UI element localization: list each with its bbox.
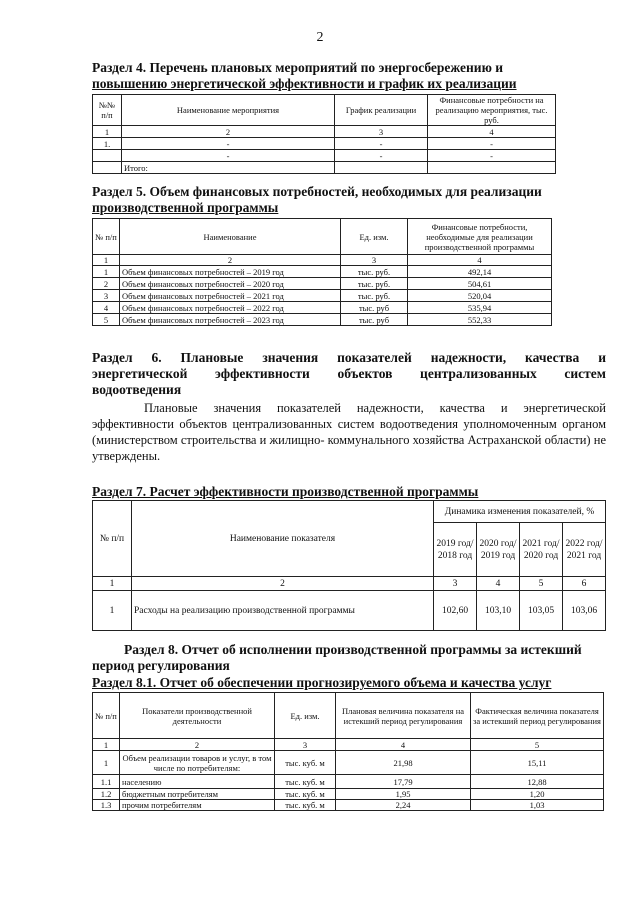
section-4-heading (92, 60, 562, 92)
year-header: 2020 год/ 2019 год (477, 523, 520, 577)
table-cell: Объем финансовых потребностей – 2022 год (120, 302, 341, 314)
header-cell: Финансовые потребности, необходимые для реализации производственной программы (408, 219, 552, 255)
number-cell: 2 (122, 126, 335, 138)
table-cell: 1.1 (93, 775, 120, 789)
section-4-title-line1: Раздел 4. Перечень плановых мероприятий по энергосбережению и (92, 60, 504, 75)
table-cell: тыс. руб. (341, 290, 408, 302)
section-6-heading (92, 350, 606, 398)
table-cell: 552,33 (408, 314, 552, 326)
table-cell: 1,03 (471, 800, 604, 811)
table-cell: - (122, 150, 335, 162)
section-6-text: Плановые значения показателей надежности, качества и энергетической эффективности объектов централизованных систем водоотведения уполномоченным органом (министерством строительства и жилищно- коммунального хозяйства Астраханской области) не утверждены. (92, 401, 606, 463)
table-cell: 1,95 (336, 789, 471, 800)
number-cell: 4 (428, 126, 556, 138)
year-header: 2022 год/ 2021 год (563, 523, 606, 577)
table-cell: 17,79 (336, 775, 471, 789)
table-cell: 520,04 (408, 290, 552, 302)
table-row (93, 266, 552, 278)
table-row (93, 800, 604, 811)
section-8-title-line2: период регулирования (92, 658, 230, 673)
table-cell: 1. (93, 138, 122, 150)
header-cell: Показатели производственной деятельности (120, 693, 275, 739)
number-cell: 3 (275, 739, 336, 751)
page-number: 2 (316, 30, 324, 45)
table-cell: - (335, 138, 428, 150)
table-cell: Объем финансовых потребностей – 2021 год (120, 290, 341, 302)
number-cell: 1 (93, 739, 120, 751)
table-cell: Объем финансовых потребностей – 2023 год (120, 314, 341, 326)
table-cell: тыс. куб. м (275, 751, 336, 775)
header-cell: Наименование показателя (132, 501, 434, 577)
section-5-table (92, 218, 552, 326)
number-cell: 1 (93, 126, 122, 138)
section-6-title-line3: водоотведения (92, 382, 182, 397)
number-cell: 2 (132, 577, 434, 591)
header-cell: График реализации (335, 95, 428, 126)
number-cell: 5 (471, 739, 604, 751)
total-label: Итого: (122, 162, 335, 174)
table-cell: 1 (93, 266, 120, 278)
section-7-title: Раздел 7. Расчет эффективности производственной программы (92, 484, 479, 499)
table-cell: тыс. куб. м (275, 800, 336, 811)
table-row (93, 789, 604, 800)
section-5-heading (92, 184, 562, 216)
table-row (93, 162, 556, 174)
table-cell: прочим потребителям (120, 800, 275, 811)
table-cell: Объем реализации товаров и услуг, в том числе по потребителям: (120, 751, 275, 775)
section-4-title-line2: повышению энергетической эффективности и график их реализации (92, 76, 517, 91)
header-cell: Ед. изм. (275, 693, 336, 739)
number-cell: 2 (120, 739, 275, 751)
table-cell: тыс. руб. (341, 278, 408, 290)
header-cell: № п/п (93, 693, 120, 739)
table-row (93, 751, 604, 775)
table-row (93, 138, 556, 150)
table-cell: Расходы на реализацию производственной программы (132, 591, 434, 631)
table-cell: - (122, 138, 335, 150)
table-cell: 504,61 (408, 278, 552, 290)
section-5-title-line2: производственной программы (92, 200, 279, 215)
table-cell: - (428, 138, 556, 150)
table-row (93, 302, 552, 314)
number-cell: 6 (563, 577, 606, 591)
table-row (93, 278, 552, 290)
table-cell: тыс. куб. м (275, 789, 336, 800)
header-cell: №№ п/п (93, 95, 122, 126)
section-4-table (92, 94, 556, 174)
number-cell: 3 (341, 255, 408, 266)
table-cell (428, 162, 556, 174)
section-6-title-line2: энергетической эффективности объектов централизованных систем (92, 366, 606, 381)
section-6-title-line1: Раздел 6. Плановые значения показателей надежности, качества и (92, 350, 606, 365)
table-cell: 3 (93, 290, 120, 302)
table-cell (335, 162, 428, 174)
table-cell: 535,94 (408, 302, 552, 314)
table-cell: Объем финансовых потребностей – 2019 год (120, 266, 341, 278)
number-cell: 1 (93, 255, 120, 266)
table-cell: тыс. руб (341, 314, 408, 326)
table-row (93, 775, 604, 789)
table-cell: - (335, 150, 428, 162)
year-header: 2019 год/ 2018 год (434, 523, 477, 577)
table-cell: населению (120, 775, 275, 789)
number-cell: 5 (520, 577, 563, 591)
table-cell: - (428, 150, 556, 162)
table-cell (93, 162, 122, 174)
header-cell: Динамика изменения показателей, % (434, 501, 606, 523)
table-cell: 492,14 (408, 266, 552, 278)
header-cell: Фактическая величина показателя за истекший период регулирования (471, 693, 604, 739)
header-cell: Финансовые потребности на реализацию мероприятия, тыс. руб. (428, 95, 556, 126)
number-cell: 3 (335, 126, 428, 138)
header-cell: № п/п (93, 219, 120, 255)
number-cell: 4 (408, 255, 552, 266)
number-cell: 3 (434, 577, 477, 591)
table-cell: тыс. куб. м (275, 775, 336, 789)
table-cell (93, 150, 122, 162)
table-cell: 1 (93, 751, 120, 775)
table-cell: 1.2 (93, 789, 120, 800)
table-cell: 15,11 (471, 751, 604, 775)
table-cell: Объем финансовых потребностей – 2020 год (120, 278, 341, 290)
table-cell: 21,98 (336, 751, 471, 775)
table-cell: 1,20 (471, 789, 604, 800)
table-cell: 1 (93, 591, 132, 631)
section-8-1-heading (92, 675, 612, 691)
table-row (93, 314, 552, 326)
table-cell: 4 (93, 302, 120, 314)
table-cell: 2 (93, 278, 120, 290)
table-cell: бюджетным потребителям (120, 789, 275, 800)
table-cell: 5 (93, 314, 120, 326)
header-cell: Плановая величина показателя на истекший период регулирования (336, 693, 471, 739)
header-cell: Ед. изм. (341, 219, 408, 255)
section-8-1-table (92, 692, 604, 811)
section-8-title-line1: Раздел 8. Отчет об исполнении производственной программы за истекший (124, 642, 582, 657)
number-cell: 1 (93, 577, 132, 591)
table-row (93, 150, 556, 162)
table-cell: 102,60 (434, 591, 477, 631)
section-8-heading (92, 642, 606, 674)
section-7-heading (92, 484, 562, 500)
table-cell: тыс. руб (341, 302, 408, 314)
header-cell: Наименование (120, 219, 341, 255)
year-header: 2021 год/ 2020 год (520, 523, 563, 577)
section-8-1-title: Раздел 8.1. Отчет об обеспечении прогнозируемого объема и качества услуг (92, 675, 552, 690)
table-cell: тыс. руб. (341, 266, 408, 278)
header-cell: Наименование мероприятия (122, 95, 335, 126)
table-row (93, 591, 606, 631)
table-cell: 103,05 (520, 591, 563, 631)
table-cell: 12,88 (471, 775, 604, 789)
header-cell: № п/п (93, 501, 132, 577)
number-cell: 2 (120, 255, 341, 266)
table-row (93, 290, 552, 302)
table-cell: 2,24 (336, 800, 471, 811)
section-7-table (92, 500, 606, 631)
table-cell: 1.3 (93, 800, 120, 811)
table-cell: 103,06 (563, 591, 606, 631)
section-5-title-line1: Раздел 5. Объем финансовых потребностей, необходимых для реализации (92, 184, 542, 199)
table-cell: 103,10 (477, 591, 520, 631)
number-cell: 4 (336, 739, 471, 751)
number-cell: 4 (477, 577, 520, 591)
